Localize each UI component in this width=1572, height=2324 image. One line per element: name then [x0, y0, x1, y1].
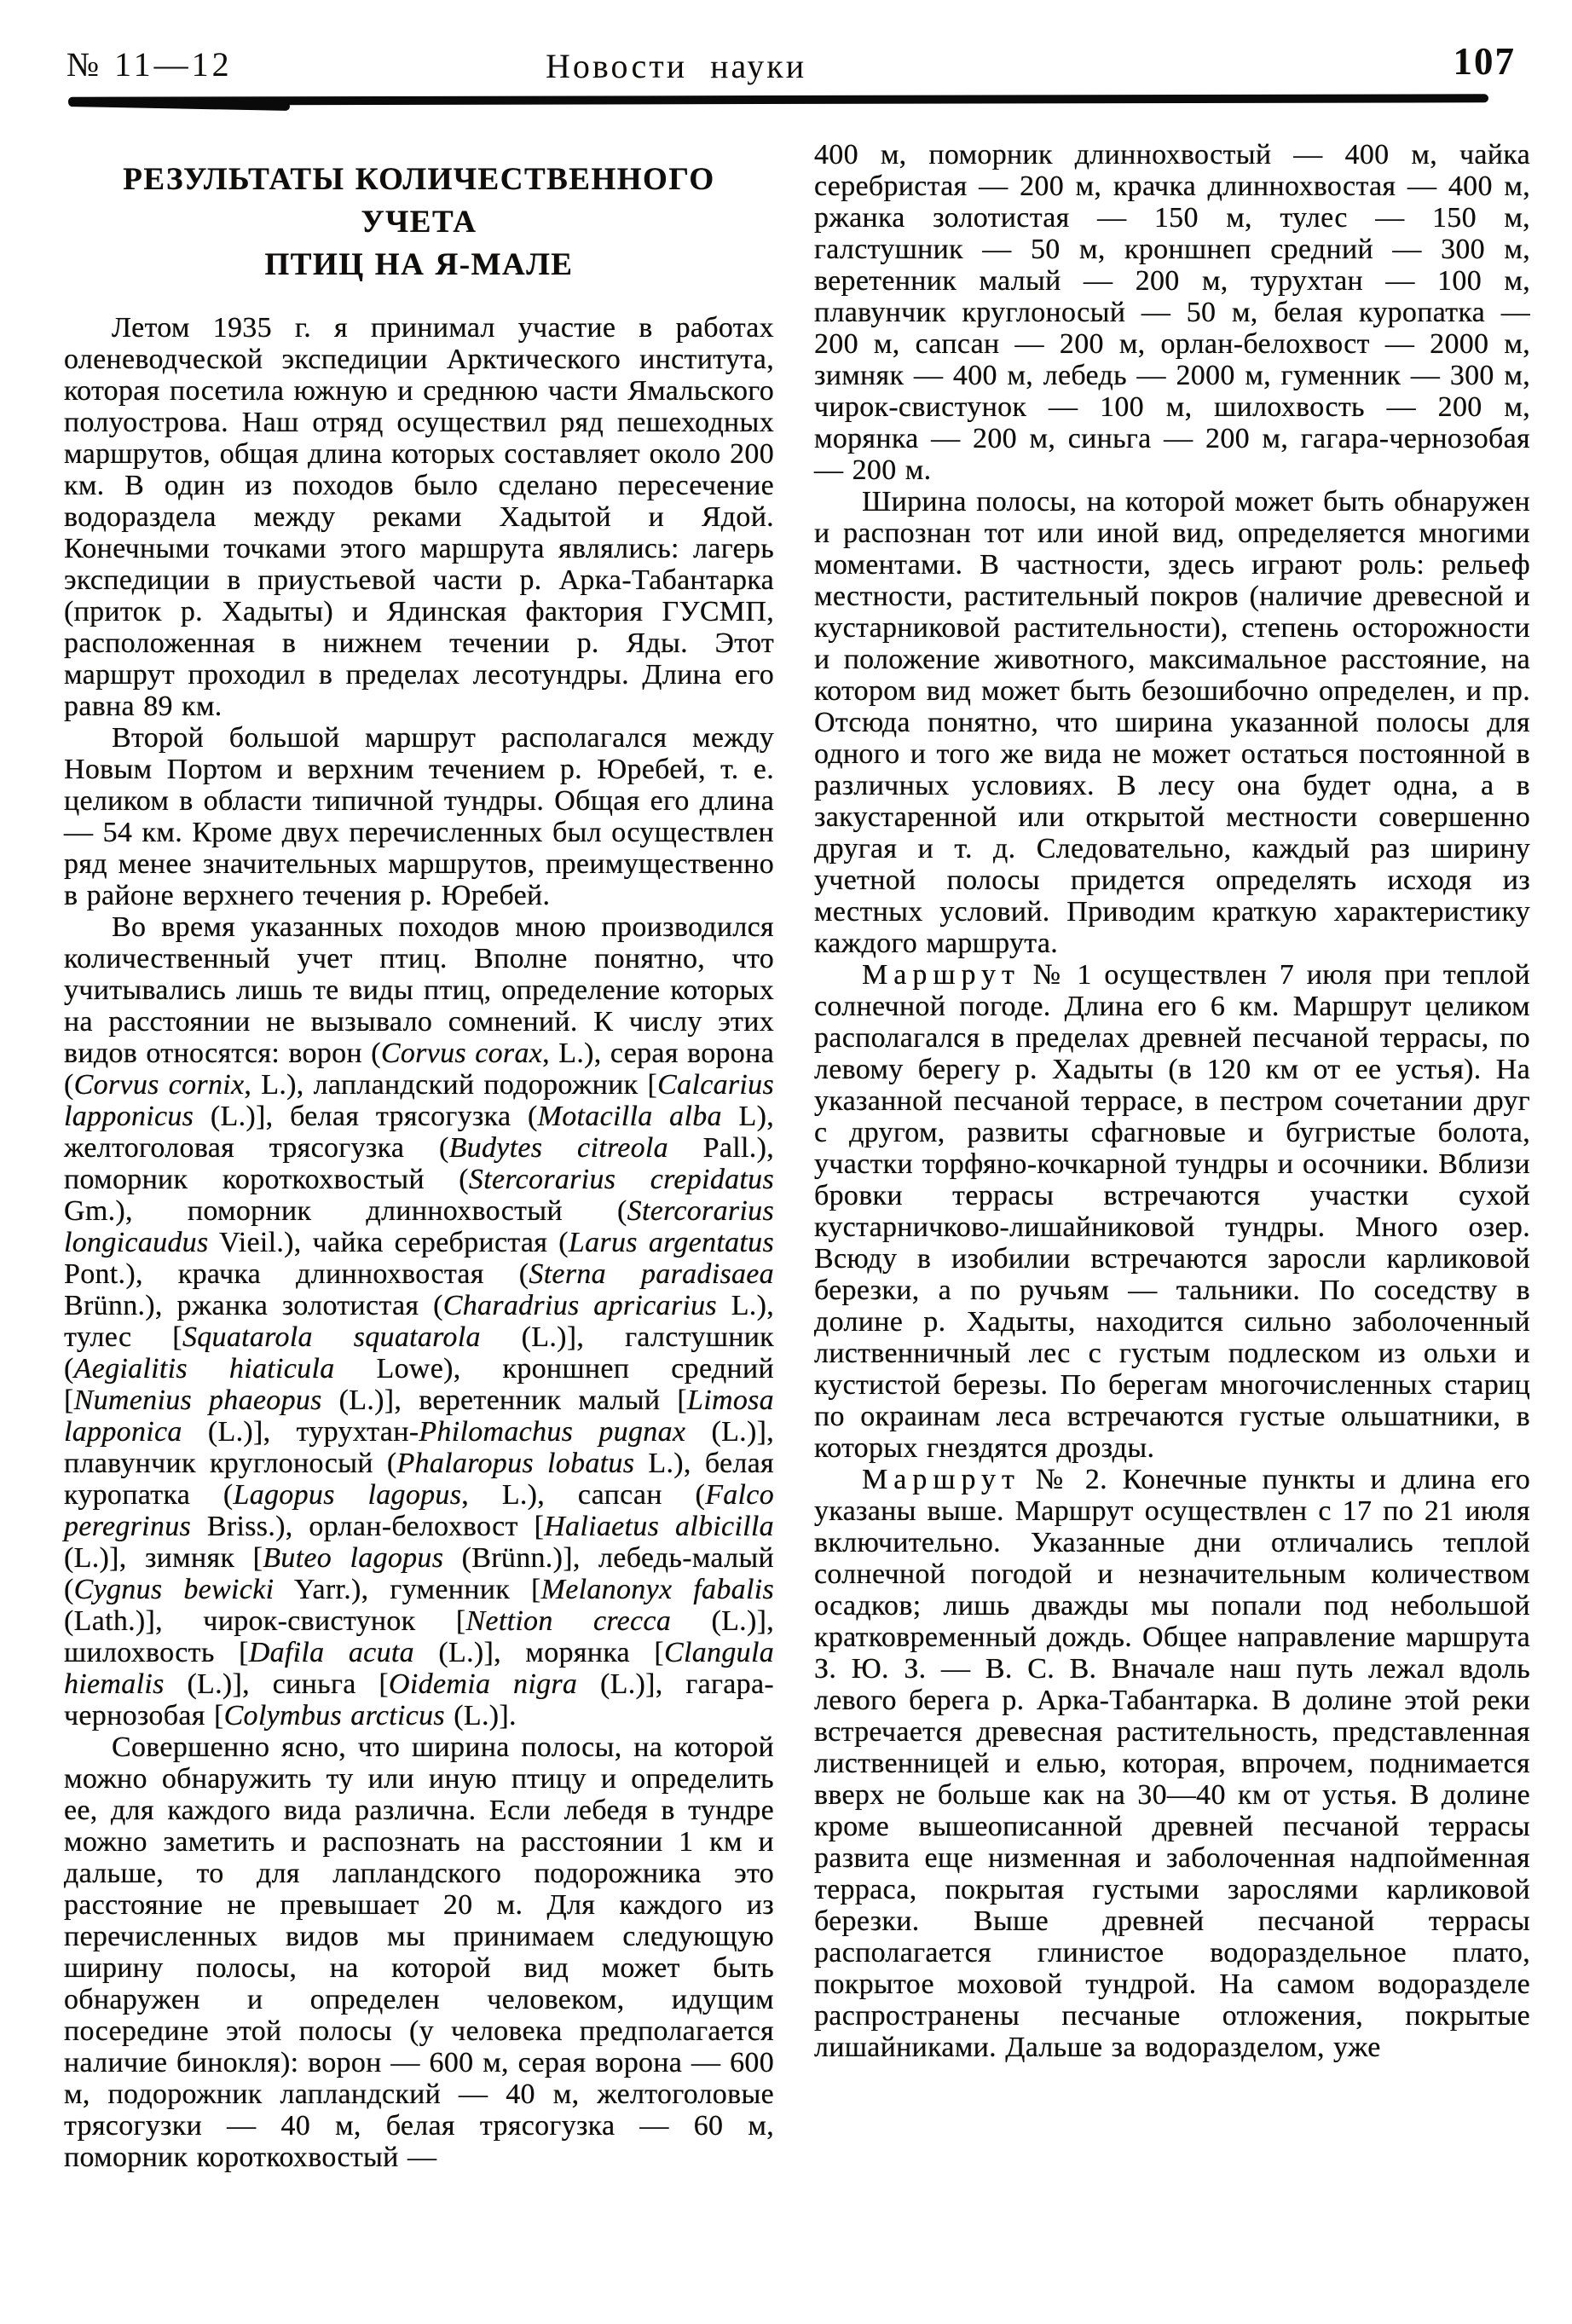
species-latin-name: Motacilla alba [537, 1101, 722, 1132]
text-run: Pont.), крачка длиннохвостая ( [64, 1258, 529, 1290]
text-run: (L.)], шилохвость [ [64, 1605, 774, 1668]
text-run: 400 м, поморник длиннохвостый — 400 м, чайка серебристая — 200 м, крачка длиннохвостая — 400 м, ржанка золотистая — 150 м, тулес — 150 м, галстушник — 50 м, кроншнеп средний — 300 м, веретенник малый — 200 м, турухтан — 100 м, плавунчик круглоносый — 50 м, белая куропатка — 200 м, сапсан — 200 м, орлан-белохвост — 2000 м, зимняк — 400 м, лебедь — 2000 м, гуменник — 300 м, чирок-свистунок — 100 м, шилохвость — 200 м, морянка — 200 м, синьга — 200 м, гагара-чернозобая — 200 м. [814, 139, 1530, 486]
species-latin-name: Calcarius lapponicus [64, 1069, 774, 1132]
text-run: L.), белая куропатка ( [64, 1448, 774, 1511]
species-latin-name: Sterna paradisaea [529, 1258, 774, 1290]
paragraph [64, 312, 774, 722]
species-latin-name: Corvus cornix [73, 1069, 245, 1101]
species-latin-name: Larus argentatus [568, 1227, 775, 1258]
text-run: Совершенно ясно, что ширина полосы, на которой можно обнаружить ту или иную птицу и определить ее, для каждого вида различна. Если лебедя в тундре можно заметить и распознать на расстоянии 1 км и дальше, то для лапландского подорожника это расстояние не превышает 20 м. Для каждого из перечисленных видов мы принимаем следующую ширину полосы, на которой вид может быть обнаружен и определен человеком, идущим посередине этой полосы (у человека предполагается наличие бинокля): ворон — 600 м, серая ворона — 600 м, подорожник лапландский — 40 м, желтоголовые трясогузки — 40 м, белая трясогузка — 60 м, поморник короткохвостый — [64, 1731, 774, 2173]
species-latin-name: Budytes citreola [448, 1132, 668, 1164]
species-latin-name: Philomachus pugnax [419, 1416, 686, 1448]
paragraph [814, 139, 1530, 486]
species-latin-name: Dafila acuta [248, 1637, 414, 1668]
text-run: Vieil.), чайка серебристая ( [208, 1227, 569, 1258]
text-run: (L.)], синьга [ [164, 1668, 390, 1700]
paragraph [814, 486, 1530, 959]
page-number: 107 [1453, 40, 1516, 83]
text-run: № 1 осуществлен 7 июля при теплой солнечной погоде. Длина его 6 км. Маршрут целиком располагался в пределах древней песчаной террасы, по левому берегу р. Хадыты (в 120 км от ее устья). На указанной песчаной террасе, в пестром сочетании друг с другом, развиты сфагновые и бугристые болота, участки торфяно-кочкарной тундры и осочники. Вблизи бровки террасы встречаются участки сухой кустарничково-лишайниковой тундры. Много озер. Всюду в изобилии встречаются заросли карликовой березки, а по ручьям — тальники. По соседству в долине р. Хадыты, находится сильно заболоченный лиственничный лес с густым подлеском из ольхи и кустистой березы. По берегам многочисленных стариц по окраинам леса встречаются густые ольшатники, в которых гнездятся дрозды. [814, 959, 1530, 1464]
text-run: № 2. Конечные пункты и длина его указаны выше. Маршрут осуществлен с 17 по 21 июля включительно. Указанные дни отличались теплой солнечной погодой и незначительным количеством осадков; лишь дважды мы попали под небольшой кратковременный дождь. Общее направление маршрута З. Ю. З. — В. С. В. Вначале наш путь лежал вдоль левого берега р. Арка-Табантарка. В долине этой реки встречается древесная растительность, представленная лиственницей и елью, которая, впрочем, поднимается вверх не больше как на 30—40 км от устья. В долине кроме вышеописанной древней песчаной террасы развита еще низменная и заболоченная надпойменная терраса, покрытая густыми зарослями карликовой березки. Выше древней песчаной террасы располагается глинистое водораздельное плато, покрытое моховой тундрой. На самом водоразделе распространены песчаные отложения, покрытые лишайниками. Дальше за водоразделом, уже [814, 1464, 1530, 2063]
species-latin-name: Cygnus bewicki [73, 1574, 275, 1605]
text-run: (L.)], турухтан- [182, 1416, 419, 1448]
text-run: Второй большой маршрут располагался между Новым Портом и верхним течением р. Юребей, т. е. целиком в области типичной тундры. Общая его длина — 54 км. Кроме двух перечисленных был осуществлен ряд менее значительных маршрутов, преимущественно в районе верхнего течения р. Юребей. [64, 722, 774, 911]
issue-number: № 11—12 [66, 45, 233, 84]
species-latin-name: Melanonyx fabalis [540, 1574, 774, 1605]
paragraph [64, 722, 774, 911]
text-run: (L.)], белая трясогузка ( [194, 1101, 538, 1132]
text-run: (Lath.)], чирок-свистунок [ [64, 1605, 466, 1637]
species-latin-name: Corvus corax [380, 1038, 543, 1069]
text-run: Briss.), орлан-белохвост [ [191, 1511, 545, 1542]
species-latin-name: Falco peregrinus [64, 1479, 774, 1542]
species-latin-name: Stercorarius longicaudus [64, 1195, 774, 1258]
route-label: Маршрут [862, 1464, 1020, 1495]
text-run: (L.)], гагара-чернозобая [ [64, 1668, 774, 1731]
species-latin-name: Charadrius apricarius [442, 1290, 717, 1321]
text-run: L.), тулес [ [64, 1290, 775, 1353]
text-run: (Brünn.)], лебедь-малый ( [64, 1542, 774, 1605]
species-latin-name: Limosa lapponica [64, 1385, 774, 1448]
running-title: Новости науки [546, 47, 807, 85]
species-latin-name: Stercorarius crepidatus [468, 1164, 774, 1195]
text-run: (L.)]. [444, 1700, 517, 1731]
text-run: Ширина полосы, на которой может быть обнаружен и распознан тот или иной вид, определяется многими моментами. В частности, здесь играют роль: рельеф местности, растительный покров (наличие древесной и кустарниковой растительности), степень осторожности и положение животного, максимальное расстояние, на котором вид может быть безошибочно определен, и пр. Отсюда понятно, что ширина указанной полосы для одного и того же вида не может остаться постоянной в различных условиях. В лесу она будет одна, а в закустаренной или открытой местности совершенно другая и т. д. Следовательно, каждый раз ширину учетной полосы придется определять исходя из местных условий. Приводим краткую характеристику каждого маршрута. [814, 486, 1530, 959]
text-run: (L.)], зимняк [ [64, 1542, 263, 1574]
text-run: Gm.), поморник длиннохвостый ( [64, 1195, 627, 1227]
paragraph [814, 959, 1530, 1464]
species-latin-name: Phalaropus lobatus [396, 1448, 635, 1479]
text-run: Во время указанных походов мною производился количественный учет птиц. Вполне понятно, что учитывались лишь те виды птиц, определение которых на расстоянии не вызывало сомнений. К числу этих видов относятся: ворон ( [64, 911, 774, 1069]
paragraph [64, 911, 774, 1731]
paragraph [814, 1464, 1530, 2063]
text-run: Летом 1935 г. я принимал участие в работах оленеводческой экспедиции Арктического института, которая посетила южную и среднюю части Ямальского полуострова. Наш отряд осуществил ряд пешеходных маршрутов, общая длина которых составляет около 200 км. В один из походов было сделано пересечение водораздела между реками Хадытой и Ядой. Конечными точками этого маршрута являлись: лагерь экспедиции в приустьевой части р. Арка-Табантарка (приток р. Хадыты) и Ядинская фактория ГУСМП, расположенная в нижнем течении р. Яды. Этот маршрут проходил в пределах лесотундры. Длина его равна 89 км. [64, 312, 774, 722]
text-run: Yarr.), гуменник [ [274, 1574, 541, 1605]
paragraph [64, 1731, 774, 2173]
text-run: (L.)], галстушник ( [64, 1321, 775, 1385]
text-run: , L.), серая ворона ( [64, 1038, 774, 1101]
text-run: L), желтоголовая трясогузка ( [64, 1101, 774, 1164]
article-title [64, 159, 774, 286]
species-latin-name: Oidemia nigra [389, 1668, 578, 1700]
left-column [64, 159, 774, 2173]
text-run: Lowe), кроншнеп средний [ [64, 1353, 774, 1416]
page-header [66, 40, 1519, 89]
text-run: , L.), лапландский подорожник [ [244, 1069, 658, 1101]
article-title-line: РЕЗУЛЬТАТЫ КОЛИЧЕСТВЕННОГО УЧЕТА [123, 162, 715, 240]
right-column [814, 139, 1530, 2063]
text-run: Brünn.), ржанка золотистая ( [64, 1290, 443, 1321]
species-latin-name: Squatarola squatarola [182, 1321, 481, 1353]
text-run: (L.)], морянка [ [413, 1637, 665, 1668]
route-label: Маршрут [862, 959, 1020, 991]
species-latin-name: Lagopus lagopus [233, 1479, 462, 1511]
text-run: (L.)], веретенник малый [ [321, 1385, 688, 1416]
species-latin-name: Clangula hiemalis [64, 1637, 775, 1700]
text-run: Pall.), поморник короткохвостый ( [64, 1132, 774, 1195]
text-run: , L.), сапсан ( [461, 1479, 706, 1511]
text-run: (L.)], плавунчик круглоносый ( [64, 1416, 774, 1479]
species-latin-name: Haliaetus albicilla [544, 1511, 774, 1542]
species-latin-name: Colymbus arcticus [223, 1700, 445, 1731]
species-latin-name: Nettion crecca [465, 1605, 672, 1637]
species-latin-name: Aegialitis hiaticula [73, 1353, 335, 1385]
species-latin-name: Numenius phaeopus [73, 1385, 322, 1416]
article-title-line: ПТИЦ НА Я-МАЛЕ [264, 247, 574, 282]
header-rule [68, 94, 1488, 105]
species-latin-name: Buteo lagopus [263, 1542, 444, 1574]
